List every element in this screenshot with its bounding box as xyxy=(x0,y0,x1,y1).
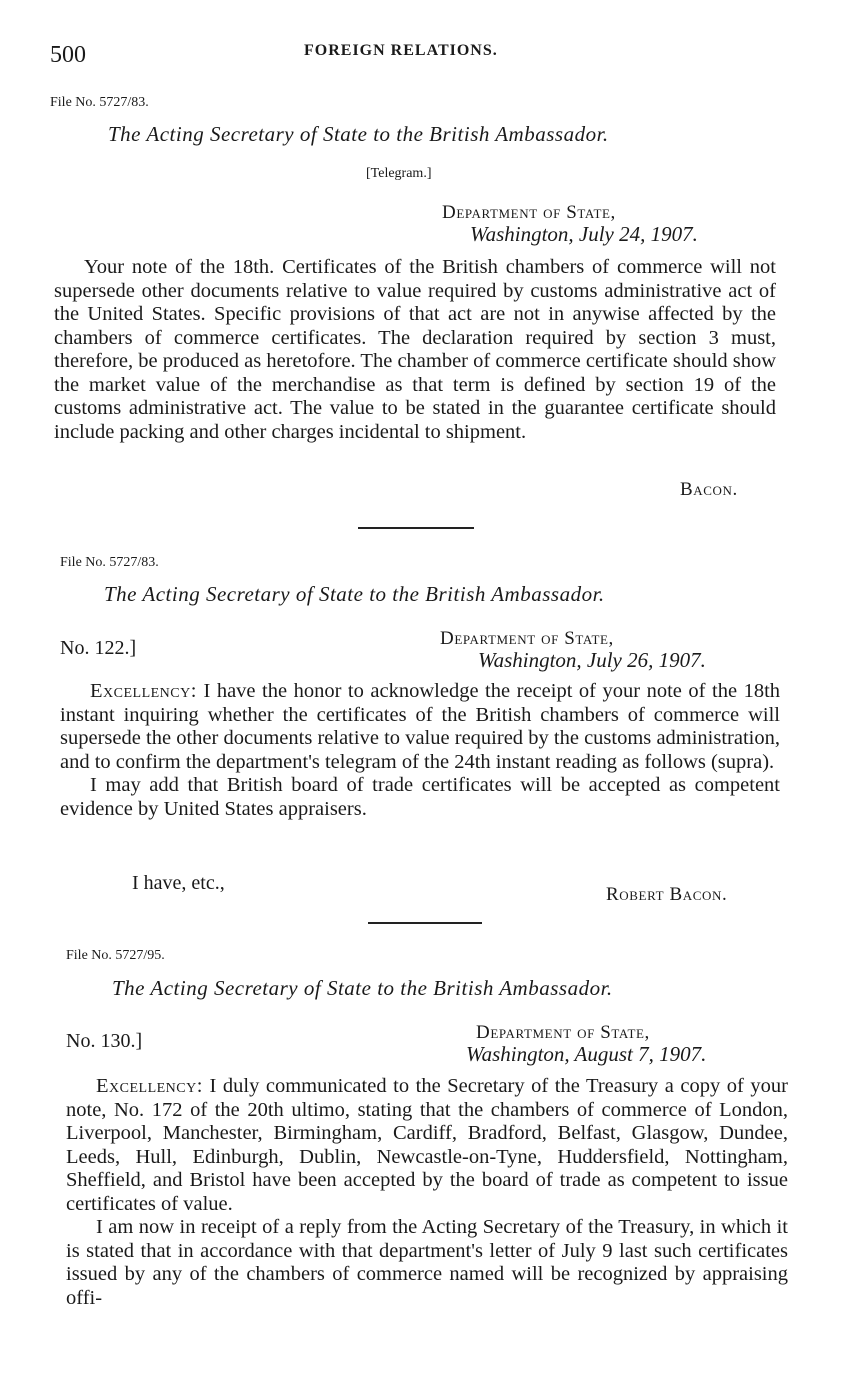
telegram-note: [Telegram.] xyxy=(366,166,432,181)
dateline: Washington, July 26, 1907. xyxy=(478,648,706,672)
file-number: File No. 5727/83. xyxy=(50,95,149,110)
section-divider xyxy=(358,527,474,529)
file-number: File No. 5727/95. xyxy=(66,948,165,963)
paragraph: I duly communicated to the Secretary of the Treasury a copy of your note, No. 172 of the 20th ultimo, stating that the chambers of commerce of London, Liverpool, Manchester, Birmingham, Cardiff, Bradford, Belfast, Glasgow, Dundee, Leeds, Hull, Edinburgh, Dublin, Newcastle-on-Tyne, Huddersfield, Nottingham, Sheffield, and Bristol have been accepted by the board of trade as competent to issue certificates of value. xyxy=(66,1075,788,1215)
letter-body xyxy=(54,256,776,444)
dateline: Washington, August 7, 1907. xyxy=(466,1042,707,1066)
letter-body xyxy=(60,680,780,821)
paragraph: I have the honor to acknowledge the receipt of your note of the 18th instant inquiring whether the certificates of the British chambers of commerce will supersede the other documents relative to value required by the customs administration, and to confirm the department's telegram of the 24th instant reading as follows (supra). xyxy=(60,680,781,773)
document-number: No. 130.] xyxy=(66,1030,143,1052)
department-heading: Department of State, xyxy=(442,202,616,223)
letter-title: The Acting Secretary of State to the British Ambassador. xyxy=(108,122,609,146)
document-number: No. 122.] xyxy=(60,637,137,659)
letter-title: The Acting Secretary of State to the British Ambassador. xyxy=(112,976,613,1000)
paragraph: I am now in receipt of a reply from the Acting Secretary of the Treasury, in which it is stated that in accordance with that department's letter of July 9 last such certificates issued by any of the chambers of commerce named will be recognized by appraising offi- xyxy=(66,1216,788,1309)
department-heading: Department of State, xyxy=(476,1022,650,1043)
page-number: 500 xyxy=(50,42,86,68)
signature: Robert Bacon. xyxy=(606,884,728,905)
file-number: File No. 5727/83. xyxy=(60,555,159,570)
department-heading: Department of State, xyxy=(440,628,614,649)
salutation: Excellency: xyxy=(90,680,197,702)
running-head: FOREIGN RELATIONS. xyxy=(304,42,498,59)
closing: I have, etc., xyxy=(132,872,225,894)
salutation: Excellency: xyxy=(96,1075,203,1097)
paragraph: I may add that British board of trade certificates will be accepted as competent evidence by United States appraisers. xyxy=(60,774,780,820)
letter-title: The Acting Secretary of State to the British Ambassador. xyxy=(104,582,605,606)
dateline: Washington, July 24, 1907. xyxy=(470,222,698,246)
signature: Bacon. xyxy=(680,479,738,500)
letter-body xyxy=(66,1075,788,1310)
section-divider xyxy=(368,922,482,924)
paragraph: Your note of the 18th. Certificates of the British chambers of commerce will not supersede other documents relative to value required by customs administrative act of the United States. Specific provisions of that act are not in anywise affected by the chambers of commerce certificates. The declaration required by section 3 must, therefore, be produced as heretofore. The chamber of commerce certificate should show the market value of the merchandise as that term is defined by section 19 of the customs administrative act. The value to be stated in the guarantee certificate should include packing and other charges incidental to shipment. xyxy=(54,256,776,443)
